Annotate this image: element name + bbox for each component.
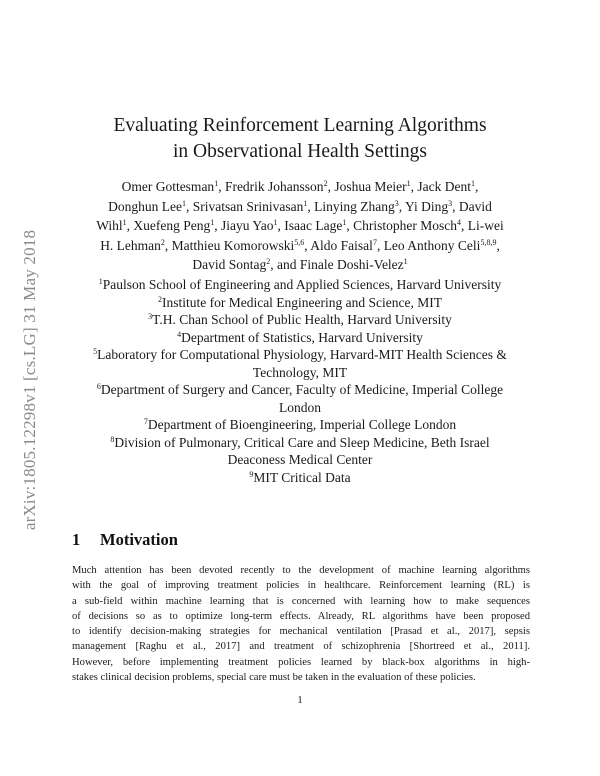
author-name: , Linying Zhang bbox=[307, 198, 395, 214]
author-name: Omer Gottesman bbox=[121, 179, 215, 194]
author-affiliation-marker: 1 bbox=[210, 218, 215, 227]
affiliation-text: T.H. Chan School of Public Health, Harvard University bbox=[152, 312, 452, 327]
affiliation-text: Division of Pulmonary, Critical Care and Sleep Medicine, Beth Israel bbox=[114, 434, 490, 450]
author-line bbox=[95, 177, 505, 197]
affiliation-text: Laboratory for Computational Physiology, Harvard-MIT Health Sciences & bbox=[97, 347, 507, 362]
author-name: Wihl bbox=[96, 218, 123, 233]
author-line bbox=[95, 255, 505, 275]
author-name: H. Lehman bbox=[100, 237, 161, 253]
author-affiliation-marker: 1 bbox=[122, 218, 127, 227]
author-name: Donghun Lee bbox=[108, 198, 182, 214]
author-name: , Srivatsan Srinivasan bbox=[185, 198, 304, 214]
affiliation-number: 5 bbox=[93, 347, 98, 356]
author-line bbox=[95, 216, 505, 236]
affiliation-text: Department of Surgery and Cancer, Faculty of Medicine, Imperial College bbox=[100, 382, 504, 397]
affiliation-text: Technology, MIT bbox=[252, 364, 348, 380]
author-affiliation-marker: 1 bbox=[403, 257, 408, 266]
section-number: 1 bbox=[72, 530, 81, 549]
author-name: , Jack Dent bbox=[410, 179, 472, 194]
author-name: , and Finale Doshi-Velez bbox=[270, 257, 404, 272]
affiliation-text: MIT Critical Data bbox=[253, 469, 351, 485]
body-text-line: management [Raghu et al., 2017] and treatment of schizophrenia [Shortreed et al., 2011]. bbox=[72, 641, 530, 653]
author-name: , Fredrik Johansson bbox=[218, 179, 324, 194]
author-affiliation-marker: 4 bbox=[457, 218, 462, 227]
author-affiliation-marker: 5,6 bbox=[294, 237, 305, 247]
arxiv-stamp-text: arXiv:1805.12298v1 [cs.LG] 31 May 2018 bbox=[20, 229, 39, 531]
affiliation-number: 6 bbox=[96, 382, 101, 391]
author-name: , Joshua Meier bbox=[327, 179, 407, 194]
section-body bbox=[72, 563, 530, 685]
author-affiliation-marker: 2 bbox=[160, 237, 165, 247]
author-name: , Li-wei bbox=[461, 218, 504, 233]
arxiv-stamp bbox=[13, 200, 47, 560]
body-text-line: with the goal of improving treatment policies in healthcare. Reinforcement learning (RL) is bbox=[72, 580, 530, 592]
page-number: 1 bbox=[297, 694, 303, 706]
author-affiliation-marker: 1 bbox=[273, 218, 278, 227]
author-affiliation-marker: 1 bbox=[214, 179, 219, 188]
affiliation-line bbox=[60, 276, 540, 294]
body-text-line: to identify decision-making strategies for mechanical ventilation [Prasad et al., 2017], sepsis bbox=[72, 626, 530, 638]
author-affiliation-marker: 1 bbox=[181, 198, 186, 208]
section-title: Motivation bbox=[100, 530, 178, 549]
body-text-line: a sub-field within machine learning that is concerned with learning how to make sequences bbox=[72, 595, 530, 607]
affiliation-line bbox=[60, 469, 540, 487]
section-heading bbox=[72, 530, 178, 550]
author-name: , Jiayu Yao bbox=[214, 218, 274, 233]
author-name: , Isaac Lage bbox=[277, 218, 343, 233]
affiliation-number: 7 bbox=[143, 417, 148, 426]
author-affiliation-marker: 3 bbox=[448, 198, 453, 208]
author-name: , Matthieu Komorowski bbox=[164, 237, 295, 253]
title-line-2: in Observational Health Settings bbox=[173, 141, 427, 162]
author-affiliation-marker: 1 bbox=[406, 179, 411, 188]
author-affiliation-marker: 5,8,9 bbox=[480, 237, 497, 247]
author-affiliation-marker: 7 bbox=[372, 237, 377, 247]
author-affiliation-marker: 3 bbox=[394, 198, 399, 208]
affiliation-text: Paulson School of Engineering and Applied Sciences, Harvard University bbox=[102, 277, 502, 292]
author-name: David Sontag bbox=[192, 257, 267, 272]
affiliation-text: London bbox=[279, 399, 321, 415]
affiliation-text: Institute for Medical Engineering and Science, MIT bbox=[161, 294, 443, 310]
affiliation-number: 1 bbox=[98, 277, 103, 286]
affiliation-list bbox=[60, 276, 540, 486]
affiliation-line bbox=[60, 294, 540, 312]
affiliation-text: Deaconess Medical Center bbox=[227, 452, 373, 467]
affiliation-line bbox=[60, 329, 540, 347]
affiliation-number: 4 bbox=[177, 329, 182, 339]
affiliation-line bbox=[60, 434, 540, 452]
affiliation-number: 3 bbox=[148, 312, 153, 321]
author-name: , Leo Anthony Celi bbox=[376, 237, 481, 253]
author-affiliation-marker: 1 bbox=[303, 198, 308, 208]
body-text-line: However, before implementing treatment policies learned by black-box algorithms in high- bbox=[72, 656, 530, 668]
affiliation-line bbox=[60, 364, 540, 382]
affiliation-line bbox=[60, 416, 540, 434]
author-name: , Xuefeng Peng bbox=[126, 218, 211, 233]
affiliation-line bbox=[60, 346, 540, 364]
author-name: , Christopher Mosch bbox=[346, 218, 458, 233]
title-line-1: Evaluating Reinforcement Learning Algorithms bbox=[113, 115, 487, 136]
author-name: , Aldo Faisal bbox=[304, 237, 373, 253]
body-text-line: Much attention has been devoted recently to the development of machine learning algorithms bbox=[72, 565, 530, 576]
affiliation-text: Department of Statistics, Harvard University bbox=[181, 329, 423, 345]
author-name: , Yi Ding bbox=[398, 198, 449, 214]
affiliation-number: 8 bbox=[110, 434, 115, 444]
author-line bbox=[95, 236, 505, 256]
author-name: , bbox=[496, 237, 500, 253]
paper-title bbox=[60, 113, 540, 165]
affiliation-line bbox=[60, 311, 540, 329]
affiliation-line bbox=[60, 399, 540, 417]
affiliation-line bbox=[60, 381, 540, 399]
author-affiliation-marker: 1 bbox=[342, 218, 347, 227]
affiliation-number: 9 bbox=[249, 469, 254, 479]
author-name: , David bbox=[452, 198, 492, 214]
affiliation-line bbox=[60, 451, 540, 469]
affiliation-text: Department of Bioengineering, Imperial College London bbox=[147, 417, 457, 432]
author-affiliation-marker: 1 bbox=[471, 179, 476, 188]
author-affiliation-marker: 2 bbox=[323, 179, 328, 188]
author-affiliation-marker: 2 bbox=[266, 257, 271, 266]
affiliation-number: 2 bbox=[157, 294, 162, 304]
body-text-line: of decisions so as to optimize long-term effects. Already, RL algorithms have been proposed bbox=[72, 610, 530, 622]
author-line bbox=[95, 197, 505, 217]
author-list bbox=[95, 177, 505, 275]
body-text-line: stakes clinical decision problems, special care must be taken in the evaluation of these policies. bbox=[72, 672, 476, 684]
author-name: , bbox=[475, 179, 479, 194]
